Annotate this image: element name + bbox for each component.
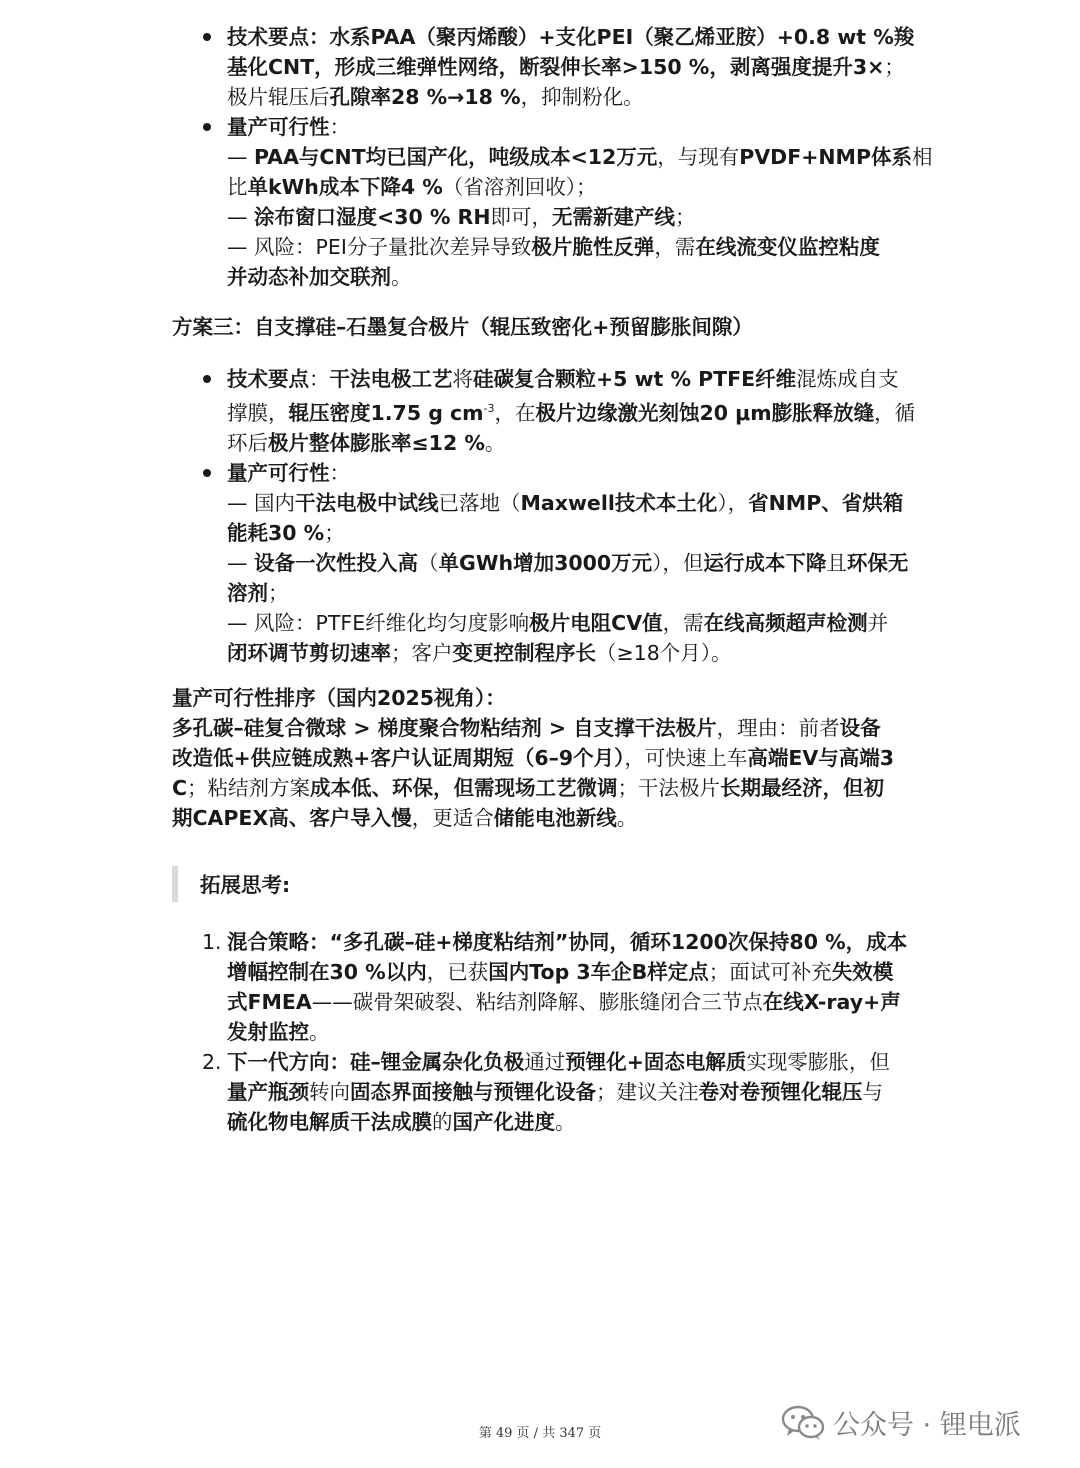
- text-span: 长期最经济，但初: [720, 776, 885, 800]
- text-span: 极片边缘激光刻蚀20 μm膨胀释放缝: [535, 400, 875, 425]
- text-span: 省NMP、省烘箱: [748, 490, 904, 515]
- text-span: 国内Top 3车企B样定点: [488, 960, 709, 984]
- bullet-dot: [203, 469, 211, 477]
- text-span: 。: [616, 806, 638, 830]
- text-span: 能耗30 %: [227, 520, 325, 545]
- text-span: 硫化物电解质干法成膜: [227, 1110, 432, 1134]
- text-line: [227, 52, 940, 82]
- text-line: [227, 202, 940, 232]
- text-span: 预锂化+固态电解质: [565, 1050, 747, 1074]
- text-span: 发射监控: [227, 1020, 309, 1044]
- ranking-section: [172, 683, 932, 833]
- text-span: 变更控制程序长: [452, 640, 596, 665]
- text-line: [227, 608, 940, 638]
- text-span: 混合策略：“多孔碳–硅+梯度粘结剂”协同，循环1200次保持80 %，成本: [227, 930, 908, 954]
- text-span: C: [172, 776, 188, 800]
- text-span: 下一代方向：: [227, 1050, 350, 1074]
- text-line: [227, 957, 940, 987]
- bullet-list-scheme-two: [200, 22, 940, 292]
- watermark-text: 公众号 · 锂电派: [833, 1410, 1021, 1441]
- text-span: ；: [884, 55, 905, 79]
- text-span: Maxwell技术本土化: [520, 490, 718, 515]
- text-line: [227, 82, 940, 112]
- text-span: 。: [555, 1110, 576, 1134]
- text-span: 极片脆性反弹: [531, 235, 655, 259]
- text-span: — 风险：PEI分子量批次差异导致: [227, 235, 532, 259]
- text-span: 即可，: [490, 205, 552, 229]
- text-line: [227, 262, 940, 292]
- text-span: — 国内: [227, 490, 296, 515]
- blockquote-bar: [172, 866, 178, 902]
- text-span: 量产可行性排序（国内2025视角）：: [172, 686, 506, 710]
- text-span: ——碳骨架破裂、粘结剂降解、膨胀缝闭合三节点: [311, 990, 763, 1014]
- text-span: 与: [862, 1080, 883, 1104]
- text-span: ），但: [652, 550, 704, 575]
- text-line: [227, 638, 940, 668]
- bullet-dot: [203, 33, 211, 41]
- text-span: PAA与CNT均已国产化，吨级成本<12万元: [254, 145, 658, 169]
- item-label: 技术要点: [227, 367, 309, 391]
- text-span: 并动态补加交联剂: [227, 265, 391, 289]
- text-line: [227, 364, 940, 394]
- text-span: ：: [309, 367, 330, 391]
- text-span: 极片电阻CV值: [529, 610, 663, 635]
- text-span: 混炼成自支: [796, 367, 899, 391]
- text-span: 闭环调节剪切速率: [227, 640, 391, 665]
- text-span: ，理由：前者: [716, 716, 840, 740]
- text-line: [227, 488, 940, 518]
- text-line: [172, 773, 932, 803]
- text-span: ；: [268, 580, 289, 605]
- ordered-list: [200, 927, 940, 1137]
- text-span: 在线高频超声检测: [703, 610, 868, 635]
- bullet-list-scheme-three: [200, 364, 940, 668]
- text-span: ，与现有: [657, 145, 740, 169]
- text-span: ；干法极片: [617, 776, 721, 800]
- text-line: [227, 394, 940, 428]
- text-span: ，抑制粉化。: [520, 85, 644, 109]
- text-line: [227, 172, 940, 202]
- text-span: ，需: [662, 610, 704, 635]
- text-span: 单kWh成本下降4 %: [247, 175, 443, 199]
- text-span: 失效模: [831, 960, 894, 984]
- text-line: [227, 1047, 940, 1077]
- text-span: 环保无: [846, 550, 909, 575]
- text-span: ；: [324, 520, 345, 545]
- list-item-next-direction: [200, 1047, 940, 1137]
- text-line: [227, 927, 940, 957]
- bullet-dot: [203, 123, 211, 131]
- text-span: 储能电池新线: [493, 806, 617, 830]
- text-span: 设备一次性投入高: [254, 550, 419, 575]
- text-span: 增幅控制在30 %以内: [227, 960, 427, 984]
- text-span: 。: [391, 265, 412, 289]
- text-span: ：: [329, 460, 350, 485]
- list-item-tech-points: [200, 364, 940, 458]
- list-item-tech-points: [200, 22, 940, 112]
- text-span: 通过: [524, 1050, 566, 1074]
- text-span: （≥18个月）。: [596, 640, 732, 665]
- text-span: （省溶剂回收）；: [442, 175, 597, 199]
- text-line: [227, 518, 940, 548]
- text-span: ；客户: [391, 640, 453, 665]
- text-span: 成本低、环保，但需现场工艺微调: [310, 776, 618, 800]
- text-span: 量产瓶颈: [227, 1080, 309, 1104]
- item-label: 量产可行性: [227, 115, 330, 139]
- text-line: [227, 428, 940, 458]
- text-span: 极片辊压后: [227, 85, 330, 109]
- text-span: 实现零膨胀，但: [746, 1050, 890, 1074]
- text-span: ，在: [494, 400, 536, 425]
- text-line: [172, 713, 932, 743]
- text-span: —: [227, 145, 255, 169]
- text-span: 在线流变仪监控粘度: [695, 235, 880, 259]
- text-span: 期CAPEX高、客户导入慢: [172, 806, 412, 830]
- text-span: 三维弹性网络，断裂伸长率>150 %，剥离强度提升3×: [375, 55, 885, 79]
- text-span: ；粘结剂方案: [187, 776, 311, 800]
- text-span: 并: [867, 610, 889, 635]
- page-number-footer: 第 49 页 / 共 347 页: [478, 1426, 602, 1441]
- blockquote-heading: 拓展思考:: [200, 873, 291, 897]
- text-span: 单GWh增加3000万元: [438, 550, 653, 575]
- text-span: 涂布窗口湿度<30 % RH: [254, 205, 491, 229]
- text-line: [227, 987, 940, 1017]
- text-span: 高端EV与高端3: [747, 746, 895, 770]
- list-item-mixed-strategy: [200, 927, 940, 1047]
- text-span: 溶剂: [227, 580, 268, 605]
- text-line: [227, 142, 940, 172]
- list-item-feasibility: [200, 112, 940, 292]
- text-span: 干法电极工艺: [329, 367, 453, 391]
- list-item-feasibility: [200, 458, 940, 668]
- text-span: ，循: [874, 400, 916, 425]
- text-span: 国产化进度: [452, 1110, 555, 1134]
- text-span: 。: [309, 1020, 330, 1044]
- bullet-dot: [203, 375, 211, 383]
- text-span: 硅–锂金属杂化负极: [350, 1050, 525, 1074]
- text-span: 运行成本下降: [703, 550, 827, 575]
- text-line: [227, 112, 940, 142]
- text-span: ，更适合: [411, 806, 494, 830]
- text-span: ，需: [654, 235, 696, 259]
- text-span: 干法电极中试线: [295, 490, 439, 515]
- text-span: 转向: [309, 1080, 350, 1104]
- text-span: ：: [329, 115, 350, 139]
- superscript: -3: [483, 402, 495, 415]
- text-span: 在线X-ray+声: [762, 990, 901, 1014]
- text-span: 且: [826, 550, 847, 575]
- text-span: ，可快速上车: [624, 746, 748, 770]
- text-line: [227, 578, 940, 608]
- text-span: 设备: [839, 716, 881, 740]
- list-number: 1.: [202, 930, 222, 954]
- text-span: ；建议关注: [596, 1080, 699, 1104]
- text-span: ；: [675, 205, 696, 229]
- text-span: 相: [911, 145, 933, 169]
- text-span: PVDF+NMP体系: [739, 145, 912, 169]
- text-span: —: [227, 550, 255, 575]
- item-label: 量产可行性: [227, 460, 330, 485]
- text-line: [227, 548, 940, 578]
- text-span: 。: [484, 430, 506, 455]
- text-span: 无需新建产线: [552, 205, 675, 229]
- text-span: 辊压密度1.75 g cm: [288, 400, 484, 425]
- ranking-title: [172, 683, 932, 713]
- text-span: 硅碳复合颗粒+5 wt % PTFE纤维: [473, 367, 797, 391]
- text-span: （: [418, 550, 439, 575]
- text-span: 多孔碳–硅复合微球 > 梯度聚合物粘结剂 > 自支撑干法极片: [172, 716, 717, 740]
- text-line: [227, 1017, 940, 1047]
- text-span: 式FMEA: [227, 990, 312, 1014]
- text-line: [227, 1077, 940, 1107]
- text-span: ，已获: [426, 960, 489, 984]
- text-span: 比: [227, 175, 248, 199]
- text-span: 将: [452, 367, 473, 391]
- text-span: ；面试可补充: [708, 960, 832, 984]
- text-span: 环后: [227, 430, 268, 455]
- text-line: [227, 232, 940, 262]
- text-span: —: [227, 205, 255, 229]
- text-line: [172, 743, 932, 773]
- text-span: ：水系PAA（聚丙烯酸）+支化PEI（聚乙烯亚胺）+0.8 wt %羧: [309, 25, 915, 49]
- text-span: ），: [717, 490, 749, 515]
- wechat-icon: [781, 1405, 825, 1441]
- text-span: 已落地（: [438, 490, 521, 515]
- list-number: 2.: [202, 1050, 222, 1074]
- text-span: 孔隙率28 %→18 %: [329, 85, 521, 109]
- text-span: 固态界面接触与预锂化设备: [350, 1080, 596, 1104]
- item-label: 技术要点: [227, 25, 309, 49]
- text-span: 卷对卷预锂化辊压: [698, 1080, 863, 1104]
- text-span: 撑膜，: [227, 400, 289, 425]
- watermark: [781, 1403, 1021, 1442]
- text-line: [227, 1107, 940, 1137]
- text-span: 基化CNT，形成: [227, 55, 376, 79]
- section-heading-scheme-three: 方案三：自支撑硅–石墨复合极片（辊压致密化+预留膨胀间隙）: [172, 315, 753, 339]
- text-span: 的: [432, 1110, 453, 1134]
- text-span: 极片整体膨胀率≤12 %: [268, 430, 485, 455]
- text-line: [172, 803, 932, 833]
- text-line: [227, 22, 940, 52]
- text-span: 改造低+供应链成熟+客户认证周期短（6–9个月）: [172, 746, 625, 770]
- text-span: — 风险：PTFE纤维化均匀度影响: [227, 610, 530, 635]
- text-line: [227, 458, 940, 488]
